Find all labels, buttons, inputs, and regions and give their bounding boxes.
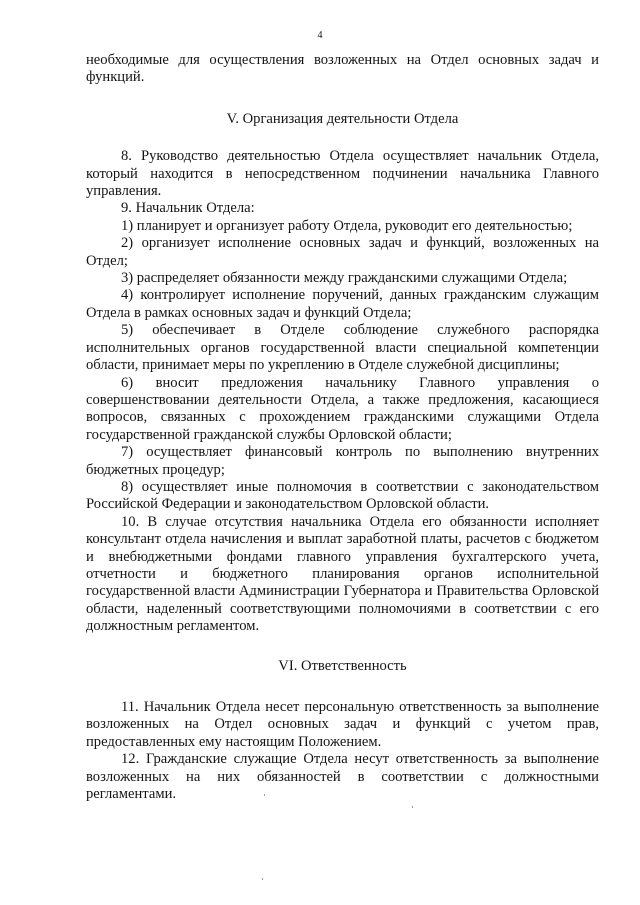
scan-speck [264,794,265,796]
list-item-2: 2) организует исполнение основных задач и функций, возложенных на Отдел; [86,235,599,269]
list-item-6: 6) вносит предложения начальнику Главного управления о совершенствовании деятельности Отдела, а также предложения, касающиеся вопросов, связанных с прохождением гражданскими служащими Отдела государственной гражданской службы Орловской области; [86,374,599,443]
paragraph-12: 12. Гражданские служащие Отдела несут ответственность за выполнение возложенных на них обязанностей в соответствии с должностными регламентами. [86,751,599,803]
paragraph-9: 9. Начальник Отдела: [121,200,255,217]
section-5-heading: V. Организация деятельности Отдела [226,110,459,127]
document-page [86,24,599,803]
list-item-8: 8) осуществляет иные полномочия в соответствии с законодательством Российской Федерации и законодательством Орловской области. [86,478,599,513]
paragraph-11: 11. Начальник Отдела несет персональную ответственность за выполнение возложенных на Отдел основных задач и функций с учетом прав, предоставленных ему настоящим Положением. [86,699,599,750]
page-number: 4 [317,30,323,41]
scan-speck [412,806,413,808]
list-item-5: 5) обеспечивает в Отделе соблюдение служебного распорядка исполнительных органов государственной власти специальной компетенции области, принимает меры по укреплению в Отделе служебной дисциплины; [86,322,599,374]
paragraph-10: 10. В случае отсутствия начальника Отдела его обязанности исполняет консультант отдела начисления и выплат заработной платы, расчетов с бюджетом и внебюджетными фондами главного управления бухгалтерского учета, отчетности и бюджетного планирования органов исполнительной государственной власти Администрации Губернатора и Правительства Орловской области, наделенный соответствующими полномочиями в соответствии с его должностным регламентом. [86,513,599,635]
list-item-7: 7) осуществляет финансовый контроль по выполнению внутренних бюджетных процедур; [86,444,599,478]
list-item-1: 1) планирует и организует работу Отдела, руководит его деятельностью; [121,217,573,234]
intro-paragraph: необходимые для осуществления возложенных на Отдел основных задач и функций. [86,52,599,86]
scan-speck [262,878,263,880]
list-item-3: 3) распределяет обязанности между гражданскими служащими Отдела; [121,270,568,287]
section-6-heading: VI. Ответственность [278,657,407,674]
paragraph-8: 8. Руководство деятельностью Отдела осуществляет начальник Отдела, который находится в непосредственном подчинении начальника Главного управления. [86,148,599,200]
list-item-4: 4) контролирует исполнение поручений, данных гражданским служащим Отдела в рамках основных задач и функций Отдела; [86,287,599,321]
